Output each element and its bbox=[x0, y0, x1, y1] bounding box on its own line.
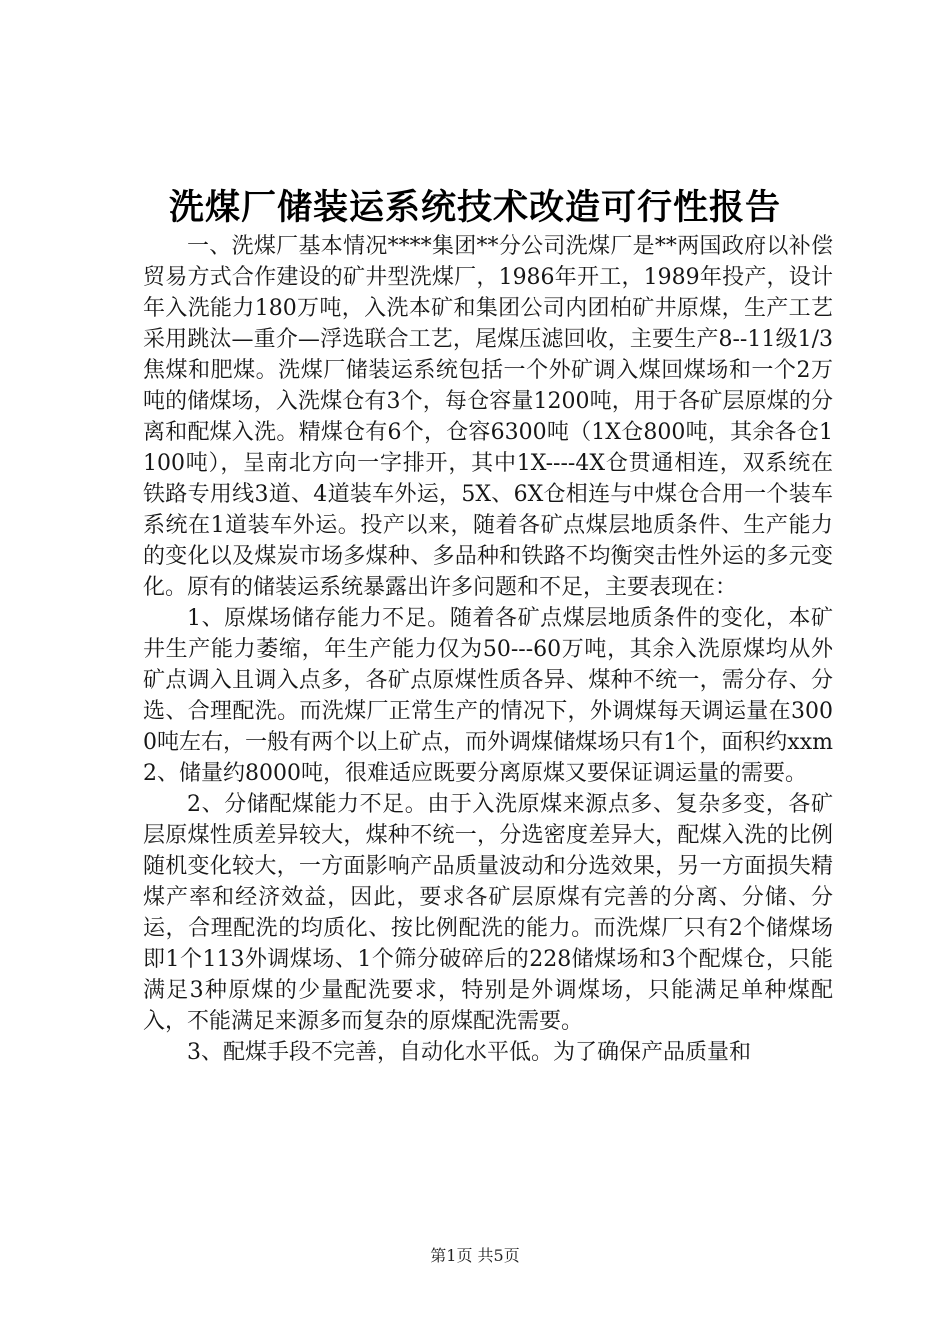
paragraph-intro: 一、洗煤厂基本情况****集团**分公司洗煤厂是**两国政府以补偿贸易方式合作建设的矿井型洗煤厂，1986年开工，1989年投产，设计年入洗能力180万吨，入洗本矿和集团公司内团柏矿井原煤，生产工艺采用跳汰—重介—浮选联合工艺，尾煤压滤回收，主要生产8--11级1/3焦煤和肥煤。洗煤厂储装运系统包括一个外矿调入煤回煤场和一个2万吨的储煤场，入洗煤仓有3个，每仓容量1200吨，用于各矿层原煤的分离和配煤入洗。精煤仓有6个，仓容6300吨（1X仓800吨，其余各仓1100吨），呈南北方向一字排开，其中1X----4X仓贯通相连，双系统在铁路专用线3道、4道装车外运，5X、6X仓相连与中煤仓合用一个装车系统在1道装车外运。投产以来，随着各矿点煤层地质条件、生产能力的变化以及煤炭市场多煤种、多品种和铁路不均衡突击性外运的多元变化。原有的储装运系统暴露出许多问题和不足，主要表现在： bbox=[143, 234, 833, 600]
page-footer: 第1页 共5页 bbox=[430, 1246, 520, 1265]
document-body bbox=[143, 231, 833, 1068]
document-title: 洗煤厂储装运系统技术改造可行性报告 bbox=[168, 188, 781, 228]
paragraph-item-1: 1、原煤场储存能力不足。随着各矿点煤层地质条件的变化，本矿井生产能力萎缩，年生产能力仅为50---60万吨，其余入洗原煤均从外矿点调入且调入点多，各矿点原煤性质各异、煤种不统一，需分存、分选、合理配洗。而洗煤厂正常生产的情况下，外调煤每天调运量在3000吨左右，一般有两个以上矿点，而外调煤储煤场只有1个，面积约xxm2、储量约8000吨，很难适应既要分离原煤又要保证调运量的需要。 bbox=[143, 606, 833, 786]
paragraph-item-3: 3、配煤手段不完善，自动化水平低。为了确保产品质量和 bbox=[187, 1040, 751, 1065]
paragraph-item-2: 2、分储配煤能力不足。由于入洗原煤来源点多、复杂多变，各矿层原煤性质差异较大，煤种不统一，分选密度差异大，配煤入洗的比例随机变化较大，一方面影响产品质量波动和分选效果，另一方面损失精煤产率和经济效益，因此，要求各矿层原煤有完善的分离、分储、分运，合理配洗的均质化、按比例配洗的能力。而洗煤厂只有2个储煤场即1个113外调煤场、1个筛分破碎后的228储煤场和3个配煤仓，只能满足3种原煤的少量配洗要求，特别是外调煤场，只能满足单种煤配入，不能满足来源多而复杂的原煤配洗需要。 bbox=[143, 792, 833, 1034]
